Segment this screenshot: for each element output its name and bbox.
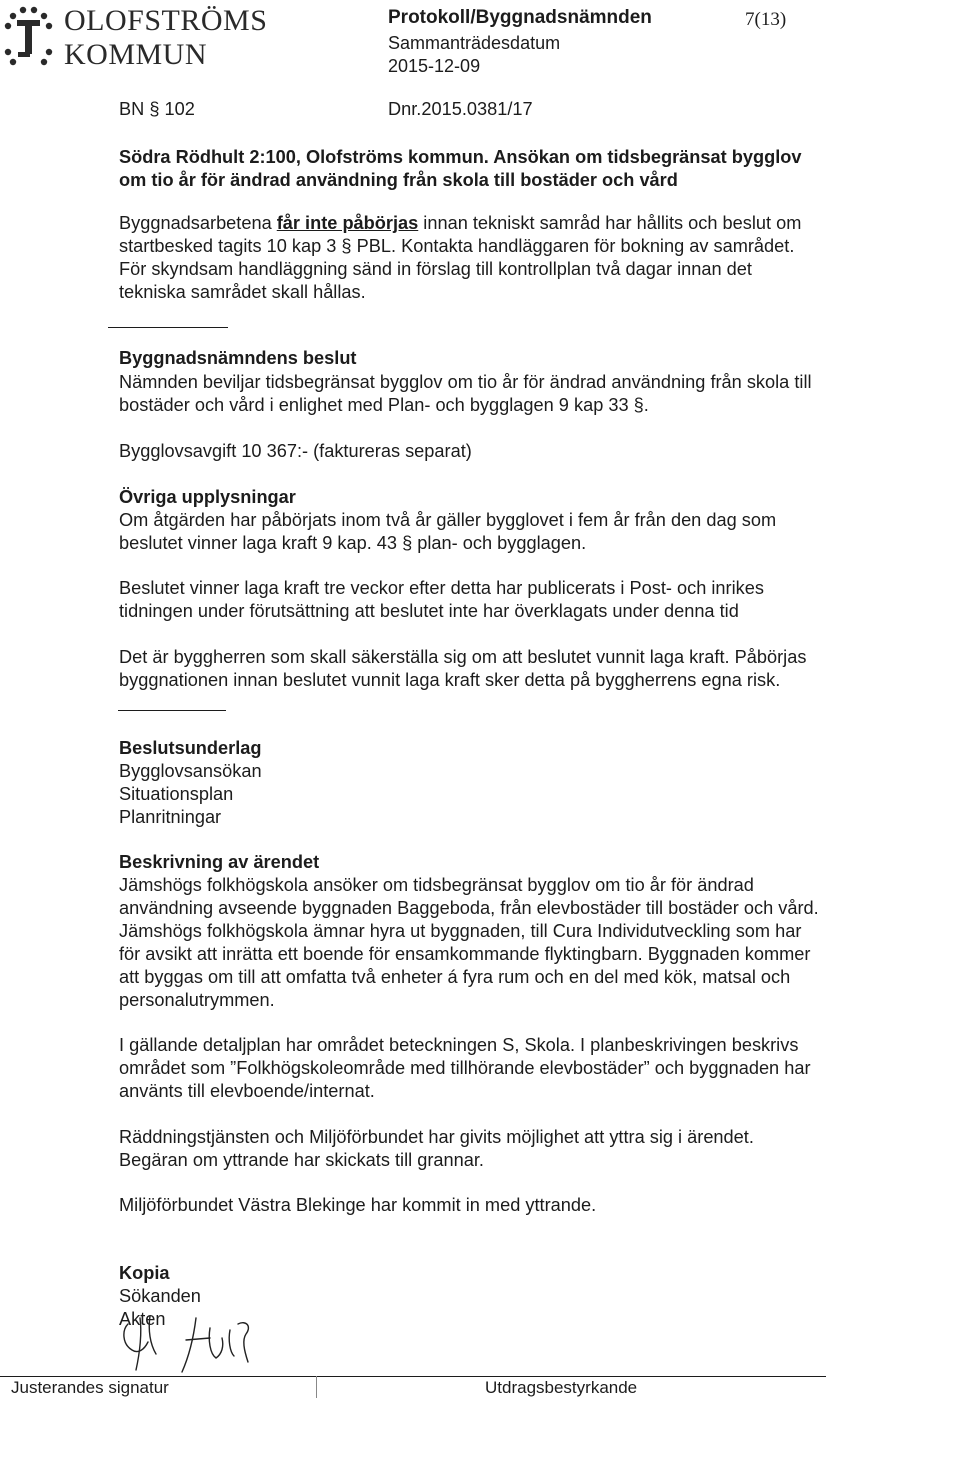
intro-line-4: tekniska samrådet skall hållas. (119, 282, 366, 302)
footer-divider (316, 1376, 317, 1398)
basis-heading: Beslutsunderlag (119, 738, 262, 758)
intro-line-3: För skyndsam handläggning sänd in förslag till kontrollplan två dagar innan det (119, 259, 752, 279)
page-number: 7(13) (745, 9, 787, 30)
handwritten-initials (118, 1310, 258, 1380)
municipality-logo (0, 4, 300, 72)
description-line: att byggas om till att omfatta två enheter á fyra rum och en del med kök, matsal och (119, 967, 791, 987)
footer-rule (0, 1376, 826, 1377)
copy-recipient: Sökanden (119, 1286, 201, 1306)
other-info-heading: Övriga upplysningar (119, 487, 296, 507)
builder-responsibility-line-1: Det är byggherren som skall säkerställa sig om att beslutet vunnit laga kraft. Påbörjas (119, 647, 807, 667)
permit-fee: Bygglovsavgift 10 367:- (faktureras separat) (119, 441, 472, 461)
document-title: Protokoll/Byggnadsnämnden (388, 7, 652, 28)
signature-label: Justerandes signatur (11, 1378, 169, 1397)
plan-line: I gällande detaljplan har området beteckningen S, Skola. I planbeskrivingen beskrivs (119, 1035, 799, 1055)
copy-recipient: Akten (119, 1309, 166, 1329)
org-name-line1: OLOFSTRÖMS (64, 4, 268, 37)
basis-item: Bygglovsansökan (119, 761, 262, 781)
plan-line: använts till elevboende/internat. (119, 1081, 375, 1101)
meeting-date-label: Sammanträdesdatum (388, 33, 561, 53)
other-info-line-2: beslutet vinner laga kraft 9 kap. 43 § plan- och bygglagen. (119, 533, 587, 553)
consultation-line: Räddningstjänsten och Miljöförbundet har givits möjlighet att yttra sig i ärendet. (119, 1127, 754, 1147)
statement-line: Miljöförbundet Västra Blekinge har kommit in med yttrande. (119, 1195, 597, 1215)
logo-emblem-icon (0, 4, 66, 68)
description-line: användning avseende byggnaden Baggeboda, från elevbostäder till bostäder och vård. (119, 898, 819, 918)
meeting-date: 2015-12-09 (388, 56, 481, 76)
consultation-line: Begäran om yttrande har skickats till grannar. (119, 1150, 484, 1170)
org-name-line2: KOMMUN (64, 38, 208, 71)
section-divider-2 (118, 710, 226, 711)
description-line: för avsikt att inrätta ett boende för ensamkommande flyktingbarn. Byggnaden kommer (119, 944, 811, 964)
intro-text-a: Byggnadsarbetena (119, 213, 277, 233)
section-divider (108, 327, 228, 328)
case-title-line-2: om tio år för ändrad användning från skola till bostäder och vård (119, 170, 678, 190)
intro-line-2: startbesked tagits 10 kap 3 § PBL. Kontakta handläggaren för bokning av samrådet. (119, 236, 795, 256)
description-heading: Beskrivning av ärendet (119, 852, 320, 872)
builder-responsibility-line-2: byggnationen innan beslutet vunnit laga kraft sker detta på byggherrens egna risk. (119, 670, 781, 690)
intro-emphasis: får inte påbörjas (276, 213, 419, 233)
description-line: Jämshögs folkhögskola ansöker om tidsbegränsat bygglov om tio år för ändrad (119, 875, 754, 895)
basis-item: Planritningar (119, 807, 222, 827)
paragraph-number: BN § 102 (119, 99, 195, 119)
copy-heading: Kopia (119, 1263, 170, 1283)
intro-text-b: innan tekniskt samråd har hållits och beslut om (418, 213, 802, 233)
decision-line-1: Nämnden beviljar tidsbegränsat bygglov om tio år för ändrad användning från skola till (119, 372, 812, 392)
other-info-line-1: Om åtgärden har påbörjats inom två år gäller bygglovet i fem år från den dag som (119, 510, 777, 530)
basis-item: Situationsplan (119, 784, 234, 804)
legal-force-line-2: tidningen under förutsättning att beslutet inte har överklagats under denna tid (119, 601, 739, 621)
intro-line-1 (119, 212, 801, 235)
description-line: Jämshögs folkhögskola ämnar hyra ut byggnaden, till Cura Individutveckling som har (119, 921, 802, 941)
legal-force-line-1: Beslutet vinner laga kraft tre veckor efter detta har publicerats i Post- och inrikes (119, 578, 764, 598)
description-line: personalutrymmen. (119, 990, 275, 1010)
case-title-line-1: Södra Rödhult 2:100, Olofströms kommun. Ansökan om tidsbegränsat bygglov (119, 147, 802, 167)
case-number: Dnr.2015.0381/17 (388, 99, 533, 119)
certificate-label: Utdragsbestyrkande (485, 1378, 638, 1397)
decision-line-2: bostäder och vård i enlighet med Plan- och bygglagen 9 kap 33 §. (119, 395, 649, 415)
decision-heading: Byggnadsnämndens beslut (119, 348, 357, 368)
plan-line: området som ”Folkhögskoleområde med tillhörande elevbostäder” och byggnaden har (119, 1058, 811, 1078)
